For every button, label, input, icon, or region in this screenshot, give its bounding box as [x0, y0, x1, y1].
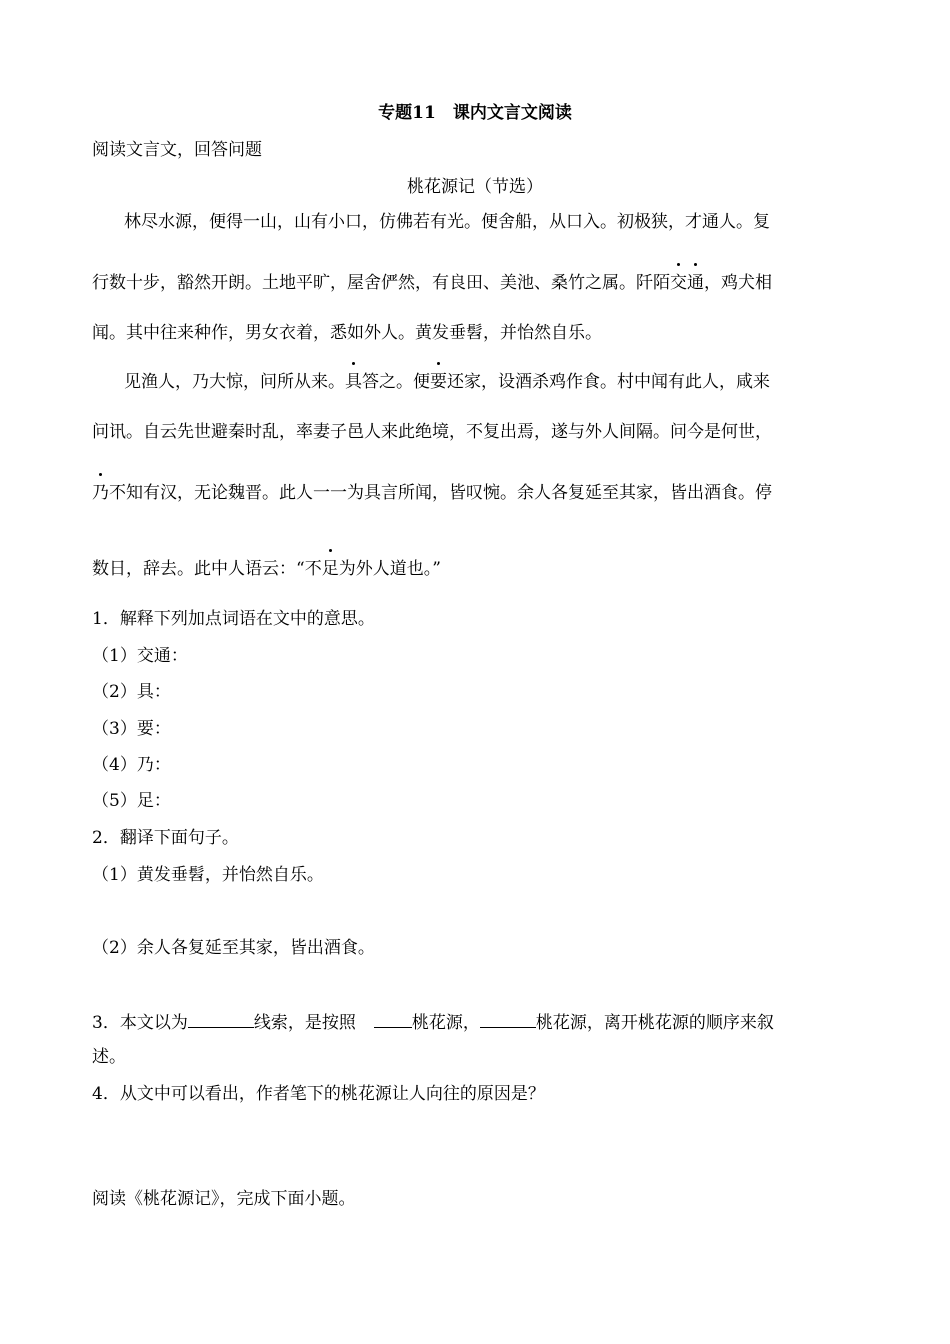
- text-span: 答之。便: [362, 372, 430, 392]
- question-2-item: （2）余人各复延至其家，皆出酒食。: [92, 938, 375, 958]
- question-2: 2．翻译下面句子。: [92, 828, 239, 848]
- question-2-item: （1）黄发垂髫，并怡然自乐。: [92, 865, 324, 885]
- question-1: 1．解释下列加点词语在文中的意思。: [92, 609, 375, 629]
- passage-title: 桃花源记（节选）: [407, 177, 543, 197]
- text-span: 还家，设酒杀鸡作食。村中闻有此人，咸来: [447, 372, 770, 392]
- question-1-item: （4）乃：: [92, 755, 171, 775]
- text-span: 为外人道也。”: [338, 559, 441, 579]
- dotted-word: 足: [321, 559, 339, 579]
- text-span: 数日，辞去。此中人语云：“不: [92, 559, 322, 579]
- page-title: 专题11 课内文言文阅读: [378, 103, 572, 123]
- answer-blank[interactable]: [480, 1009, 536, 1028]
- passage-p1-line3: 闻。其中往来种作，男女衣着，悉如外人。黄发垂髫，并怡然自乐。: [92, 323, 602, 343]
- dotted-word: 交: [670, 273, 687, 293]
- dotted-word: 乃: [92, 483, 109, 503]
- passage-p1-line2: [92, 271, 772, 295]
- next-reading-instruction: 阅读《桃花源记》，完成下面小题。: [92, 1189, 356, 1209]
- passage-p2-line2: 问讯。自云先世避秦时乱，率妻子邑人来此绝境，不复出焉，遂与外人间隔。问今是何世，: [92, 422, 772, 442]
- question-3: [92, 1009, 774, 1035]
- question-3-continuation: 述。: [92, 1047, 126, 1067]
- question-4: 4．从文中可以看出，作者笔下的桃花源让人向往的原因是？: [92, 1084, 545, 1104]
- passage-p2-line4: [92, 557, 441, 581]
- question-1-item: （5）足：: [92, 791, 171, 811]
- question-1-item: （2）具：: [92, 682, 171, 702]
- reading-instruction: 阅读文言文，回答问题: [92, 140, 262, 160]
- text-span: 3．本文以为: [92, 1013, 188, 1033]
- passage-p2-line3: [92, 481, 772, 505]
- question-1-item: （3）要：: [92, 719, 171, 739]
- question-1-item: （1）交通：: [92, 646, 188, 666]
- answer-blank[interactable]: [374, 1009, 412, 1028]
- text-span: 桃花源，: [411, 1013, 480, 1033]
- text-span: 不知有汉，无论魏晋。此人一一为具言所闻，皆叹惋。余人各复延至其家，皆出酒食。停: [109, 483, 772, 503]
- text-span: ，鸡犬相: [704, 273, 772, 293]
- text-span: 见渔人，乃大惊，问所从来。: [124, 372, 345, 392]
- text-span: 线索，是按照: [253, 1013, 356, 1033]
- dotted-word: 具: [345, 372, 362, 392]
- text-span: 行数十步，豁然开朗。土地平旷，屋舍俨然，有良田、美池、桑竹之属。阡陌: [92, 273, 670, 293]
- dotted-word: 通: [687, 273, 704, 293]
- passage-p1-line1: 林尽水源，便得一山，山有小口，仿佛若有光。便舍船，从口入。初极狭，才通人。复: [124, 212, 770, 232]
- text-span: 桃花源，离开桃花源的顺序来叙: [535, 1013, 774, 1033]
- passage-p2-line1: [124, 370, 770, 394]
- answer-blank[interactable]: [188, 1009, 254, 1028]
- dotted-word: 要: [430, 372, 447, 392]
